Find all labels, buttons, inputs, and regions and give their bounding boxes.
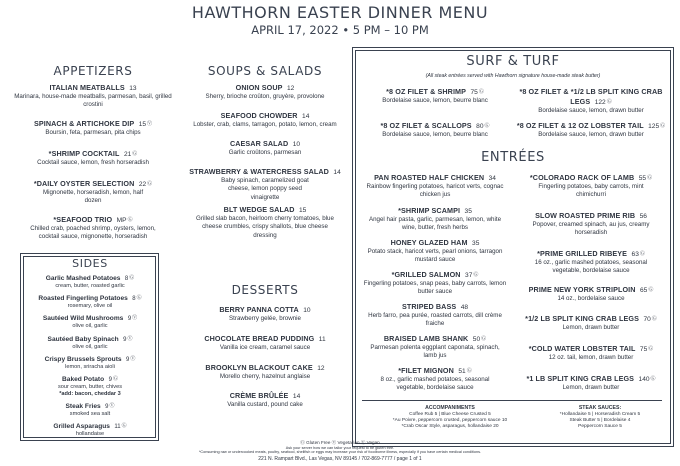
appetizer-item: *DAILY OYSTER SELECTION 22Ⓖ Mignonette, horseradish, lemon, half dozen (33, 179, 153, 205)
appetizer-item: *SEAFOOD TRIO MPⒼ Chilled crab, poached shrimp, oysters, lemon, cocktail sauce, mignonette, horseradish (30, 215, 156, 241)
entree-item: *SHRIMP SCAMPI 35 Angel hair pasta, garlic, parmesan, lemon, white wine, butter, fresh herbs (368, 206, 502, 232)
dessert-item: BERRY PANNA COTTA 10 Strawberry gelée, brownie (219, 305, 311, 323)
gluten-free-icon: Ⓖ (121, 423, 127, 429)
gluten-free-icon: Ⓖ (484, 123, 490, 129)
entree-item: *COLD WATER LOBSTER TAIL 75Ⓖ 12 oz. tail, lemon, drawn butter (528, 344, 654, 362)
vegetarian-icon: Ⓥ (130, 356, 136, 362)
sides-heading: SIDES (72, 257, 108, 270)
disclaimer: *Consuming raw or undercooked meats, poultry, seafood, shellfish or eggs may increase your risk of foodborne illness, especially if you have certain medical conditions. (198, 450, 482, 454)
side-item: Garlic Mashed Potatoes 8Ⓖ cream, butter, roasted garlic (45, 275, 135, 290)
entree-item: *FILET MIGNON 51Ⓖ 8 oz., garlic mashed potatoes, seasonal vegetable, bordelaise sauce (380, 366, 490, 392)
menu-subtitle: APRIL 17, 2022 • 5 PM – 10 PM (251, 23, 429, 37)
gluten-free-icon: Ⓖ (147, 181, 153, 187)
steak-sauces-line: Steak Butter 5 | Bordelaise 4 (569, 418, 631, 423)
soups-heading: SOUPS & SALADS (207, 64, 323, 78)
gluten-free-icon: Ⓖ (132, 151, 138, 157)
entree-item: HONEY GLAZED HAM 35 Potato stack, haricot verts, pearl onions, tarragon mustard sauce (367, 238, 503, 264)
side-item: Baked Potato 9Ⓖ sour cream, butter, chives *add: bacon, cheddar 3 (57, 376, 123, 398)
disclaimer: Ask your server how we can tailor your request to be gluten free. (285, 446, 395, 450)
entree-item: *GRILLED SALMON 37Ⓖ Fingerling potatoes, snap peas, baby carrots, lemon butter sauce (363, 270, 507, 296)
surf-turf-item: *8 OZ FILET & 12 OZ LOBSTER TAIL 125Ⓖ Bordelaise sauce, lemon, drawn butter (516, 121, 666, 139)
soup-item: STRAWBERRY & WATERCRESS SALAD 14 Baby spinach, caramelized goat cheese, lemon poppy seed vinaigrette (189, 167, 341, 201)
menu-title: HAWTHORN EASTER DINNER MENU (191, 3, 489, 22)
gluten-free-icon: Ⓖ (647, 175, 653, 181)
surf-turf-item: *8 OZ FILET & SCALLOPS 80Ⓖ Bordelaise sauce, lemon, beurre blanc (380, 121, 490, 139)
side-item: Sautéed Wild Mushrooms 9Ⓥ olive oil, garlic (42, 315, 138, 330)
vegetarian-icon: Ⓥ (147, 121, 153, 127)
gluten-free-icon: Ⓖ (127, 217, 133, 223)
accompaniments-line: Coffee Rub 5 | Blue Cheese Crusted 5 (409, 412, 491, 417)
entree-item: SLOW ROASTED PRIME RIB 56 Popover, creamed spinach, au jus, creamy horseradish (532, 211, 650, 237)
gluten-free-icon: Ⓖ (481, 336, 487, 342)
accompaniments-line: *Crab Oscar Style, asparagus, hollandaise 20 (401, 424, 499, 429)
accompaniments-line: *Au Poivre, peppercorn crusted, peppercorn sauce 10 (392, 418, 508, 423)
footer-address: 221 N. Rampart Blvd., Las Vegas, NV 89145 / 702-869-7777 / page 1 of 1 (258, 456, 422, 462)
gluten-free-icon: Ⓖ (650, 376, 656, 382)
gluten-free-icon: Ⓖ (473, 272, 479, 278)
gluten-free-icon: Ⓖ (136, 295, 142, 301)
surf-turf-heading: SURF & TURF (466, 54, 560, 69)
soup-item: CAESAR SALAD 10 Garlic croûtons, parmesan (228, 139, 302, 157)
vegan-icon: Ⓥ (127, 336, 133, 342)
steak-sauces-heading: STEAK SAUCES: (578, 405, 622, 411)
gluten-free-icon: Ⓖ (648, 346, 654, 352)
gluten-free-icon: Ⓖ (639, 251, 645, 257)
appetizer-item: SPINACH & ARTICHOKE DIP 15Ⓥ Boursin, feta, parmesan, pita chips (33, 119, 153, 137)
steak-sauces-line: *Hollandaise 5 | Horseradish Cream 5 (559, 412, 641, 417)
steak-sauces-line: Peppercorn Sauce 5 (578, 424, 622, 429)
entree-item: *PRIME GRILLED RIBEYE 63Ⓖ 16 oz., garlic mashed potatoes, seasonal vegetable, bordelaise sauce (534, 249, 648, 275)
vegan-icon: Ⓥ (109, 403, 115, 409)
entree-item: *COLORADO RACK OF LAMB 55Ⓖ Fingerling potatoes, baby carrots, mint chimichurri (529, 173, 653, 199)
dessert-item: CHOCOLATE BREAD PUDDING 11 Vanilla ice cream, caramel sauce (204, 334, 326, 352)
divider (362, 400, 662, 401)
entree-item: PAN ROASTED HALF CHICKEN 34 Rainbow fingerling potatoes, haricot verts, cognac chicken jus (366, 173, 504, 199)
surf-turf-item: *8 OZ FILET & *1/2 LB SPLIT KING CRAB LEGS 122Ⓖ Bordelaise sauce, lemon, drawn butter (519, 87, 663, 115)
side-item: Roasted Fingerling Potatoes 8Ⓖ rosemary, olive oil (38, 295, 142, 310)
diet-legend: Ⓖ Gluten Free Ⓥ Vegetarian Ⓥ Vegan (300, 440, 380, 445)
gluten-free-icon: Ⓖ (660, 123, 666, 129)
gluten-free-icon: Ⓖ (651, 316, 657, 322)
appetizer-item: ITALIAN MEATBALLS 13 Marinara, house-made meatballs, parmesan, basil, grilled crostini (14, 83, 172, 109)
entree-item: STRIPED BASS 48 Herb farro, pea purée, roasted carrots, dill crème fraiche (368, 302, 502, 328)
entree-item: PRIME NEW YORK STRIPLOIN 65Ⓖ 14 oz., bordelaise sauce (528, 285, 654, 303)
side-item: Grilled Asparagus 11Ⓖ hollandaise (53, 423, 127, 438)
side-item: Crispy Brussels Sprouts 9Ⓥ lemon, sriracha aioli (44, 356, 136, 371)
gluten-free-icon: Ⓖ (129, 275, 135, 281)
entree-item: *1 LB SPLIT KING CRAB LEGS 140Ⓖ Lemon, drawn butter (526, 374, 656, 392)
surf-turf-note: (All steak entrées served with Hawthorn signature house-made steak butter) (425, 73, 601, 79)
gluten-free-icon: Ⓖ (648, 287, 654, 293)
soup-item: SEAFOOD CHOWDER 14 Lobster, crab, clams, tarragon, potato, lemon, cream (193, 111, 337, 129)
gluten-free-icon: Ⓖ (112, 376, 118, 382)
gluten-free-icon: Ⓖ (606, 99, 612, 106)
gluten-free-icon: Ⓖ (466, 368, 472, 374)
soup-item: BLT WEDGE SALAD 15 Grilled slab bacon, heirloom cherry tomatoes, blue cheese crumbles, crispy shallots, blue cheese dressing (196, 205, 334, 239)
entrees-heading: ENTRÉES (481, 150, 545, 165)
dessert-item: BROOKLYN BLACKOUT CAKE 12 Morello cherry, hazelnut anglaise (205, 363, 325, 381)
side-item: Steak Fries 9Ⓥ smoked sea salt (65, 403, 115, 418)
soup-item: ONION SOUP 12 Sherry, brioche croûton, gruyère, provolone (205, 83, 325, 101)
dessert-item: CRÈME BRÛLÉE 14 Vanilla custard, pound cake (227, 391, 303, 409)
accompaniments-heading: ACCOMPANIMENTS (425, 405, 475, 411)
surf-turf-item: *8 OZ FILET & SHRIMP 75Ⓖ Bordelaise sauce, lemon, beurre blanc (382, 87, 488, 105)
appetizers-heading: APPETIZERS (53, 64, 133, 78)
side-item: Sautéed Baby Spinach 9Ⓥ olive oil, garlic (47, 336, 133, 351)
entree-item: BRAISED LAMB SHANK 50Ⓖ Parmesan polenta eggplant caponata, spinach, lamb jus (370, 334, 500, 360)
vegan-icon: Ⓥ (132, 315, 138, 321)
gluten-free-icon: Ⓖ (478, 89, 484, 95)
desserts-heading: DESSERTS (231, 283, 299, 297)
entree-item: *1/2 LB SPLIT KING CRAB LEGS 70Ⓖ Lemon, drawn butter (525, 314, 657, 332)
appetizer-item: *SHRIMP COCKTAIL 21Ⓖ Cocktail sauce, lemon, fresh horseradish (37, 149, 149, 167)
